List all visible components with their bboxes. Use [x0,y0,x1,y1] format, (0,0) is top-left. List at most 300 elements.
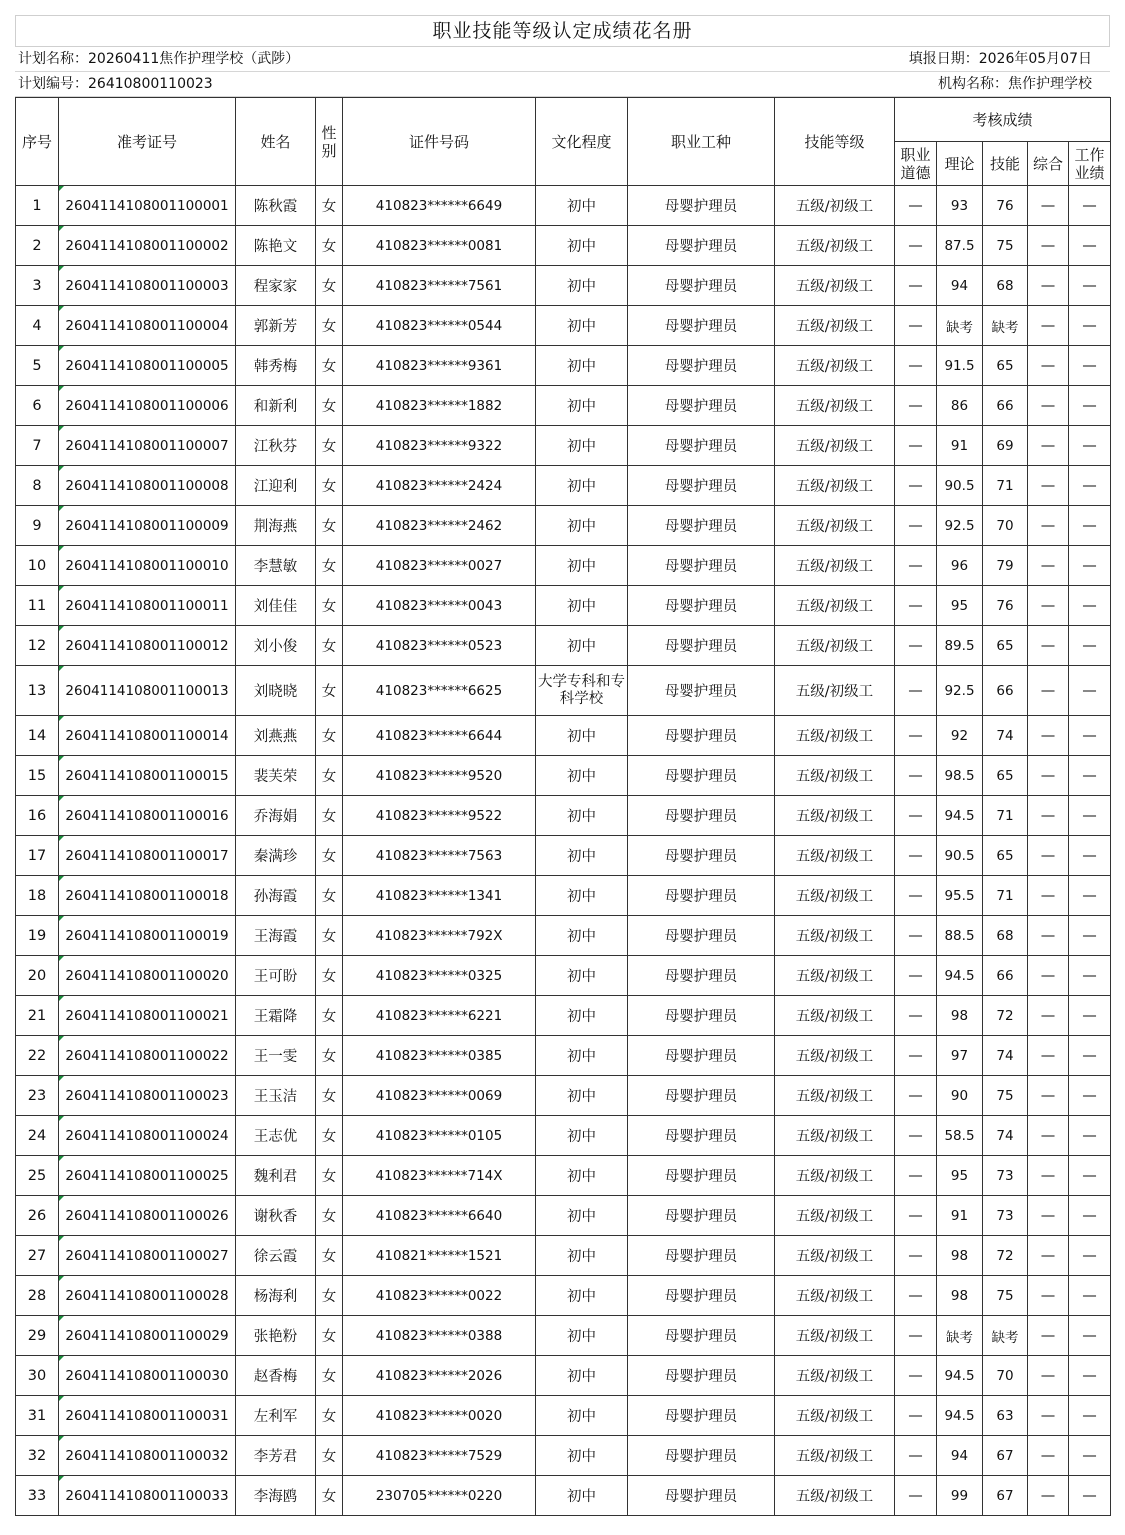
cell-ticket: 2604114108001100004 [59,306,236,346]
cell-overall: — [1028,306,1069,346]
cell-gender: 女 [316,226,343,266]
score-table [15,97,1111,1516]
table-row [16,626,1111,666]
header-skill: 技能 [983,142,1028,186]
cell-edu: 初中 [536,1436,628,1476]
cell-overall: — [1028,1316,1069,1356]
cell-skill: 76 [983,586,1028,626]
cell-job: 母婴护理员 [628,956,775,996]
cell-id: 410823******792X [343,916,536,956]
cell-overall: — [1028,1236,1069,1276]
cell-level: 五级/初级工 [775,306,895,346]
table-row [16,996,1111,1036]
cell-seq: 22 [16,1036,59,1076]
cell-job: 母婴护理员 [628,996,775,1036]
cell-ethics: — [895,916,937,956]
cell-job: 母婴护理员 [628,876,775,916]
cell-overall: — [1028,1356,1069,1396]
cell-ethics: — [895,426,937,466]
cell-skill: 缺考 [983,1316,1028,1356]
cell-name: 王可盼 [236,956,316,996]
cell-overall: — [1028,1036,1069,1076]
cell-skill: 66 [983,956,1028,996]
cell-skill: 73 [983,1156,1028,1196]
cell-edu: 初中 [536,1036,628,1076]
cell-edu: 初中 [536,386,628,426]
cell-overall: — [1028,756,1069,796]
cell-id: 410823******0069 [343,1076,536,1116]
cell-performance: — [1069,1276,1111,1316]
cell-ticket: 2604114108001100021 [59,996,236,1036]
cell-gender: 女 [316,1196,343,1236]
table-row [16,266,1111,306]
cell-name: 王霜降 [236,996,316,1036]
cell-overall: — [1028,1476,1069,1516]
cell-job: 母婴护理员 [628,266,775,306]
cell-seq: 17 [16,836,59,876]
table-row [16,1356,1111,1396]
cell-level: 五级/初级工 [775,1156,895,1196]
cell-performance: — [1069,716,1111,756]
cell-edu: 初中 [536,876,628,916]
cell-seq: 24 [16,1116,59,1156]
cell-ethics: — [895,1356,937,1396]
cell-edu: 初中 [536,226,628,266]
cell-job: 母婴护理员 [628,586,775,626]
cell-performance: — [1069,346,1111,386]
cell-level: 五级/初级工 [775,996,895,1036]
cell-skill: 73 [983,1196,1028,1236]
table-row [16,1196,1111,1236]
cell-name: 郭新芳 [236,306,316,346]
cell-name: 程家家 [236,266,316,306]
cell-level: 五级/初级工 [775,1276,895,1316]
cell-job: 母婴护理员 [628,306,775,346]
cell-performance: — [1069,506,1111,546]
cell-seq: 13 [16,666,59,716]
cell-overall: — [1028,1116,1069,1156]
cell-gender: 女 [316,506,343,546]
cell-job: 母婴护理员 [628,1276,775,1316]
cell-seq: 10 [16,546,59,586]
table-row [16,506,1111,546]
cell-level: 五级/初级工 [775,466,895,506]
cell-theory: 95 [937,1156,983,1196]
cell-edu: 初中 [536,836,628,876]
cell-edu: 初中 [536,1476,628,1516]
cell-theory: 98 [937,1276,983,1316]
cell-ethics: — [895,1156,937,1196]
table-row [16,226,1111,266]
cell-skill: 74 [983,1036,1028,1076]
cell-overall: — [1028,956,1069,996]
cell-job: 母婴护理员 [628,796,775,836]
cell-theory: 缺考 [937,1316,983,1356]
cell-level: 五级/初级工 [775,1236,895,1276]
cell-edu: 初中 [536,796,628,836]
cell-overall: — [1028,666,1069,716]
cell-seq: 1 [16,186,59,226]
table-body [16,186,1111,1516]
cell-ticket: 2604114108001100005 [59,346,236,386]
cell-edu: 初中 [536,266,628,306]
cell-overall: — [1028,1196,1069,1236]
table-row [16,1476,1111,1516]
cell-performance: — [1069,796,1111,836]
cell-skill: 79 [983,546,1028,586]
cell-overall: — [1028,506,1069,546]
cell-job: 母婴护理员 [628,1116,775,1156]
cell-gender: 女 [316,1036,343,1076]
cell-name: 荆海燕 [236,506,316,546]
cell-level: 五级/初级工 [775,186,895,226]
cell-seq: 15 [16,756,59,796]
cell-skill: 65 [983,756,1028,796]
cell-id: 410823******0020 [343,1396,536,1436]
cell-overall: — [1028,426,1069,466]
cell-seq: 3 [16,266,59,306]
cell-ticket: 2604114108001100025 [59,1156,236,1196]
table-row [16,466,1111,506]
cell-id: 410823******714X [343,1156,536,1196]
cell-edu: 初中 [536,1356,628,1396]
cell-ethics: — [895,666,937,716]
cell-job: 母婴护理员 [628,1436,775,1476]
cell-theory: 89.5 [937,626,983,666]
cell-edu: 初中 [536,1116,628,1156]
cell-id: 410823******0022 [343,1276,536,1316]
cell-performance: — [1069,1116,1111,1156]
table-row [16,186,1111,226]
cell-overall: — [1028,226,1069,266]
cell-performance: — [1069,226,1111,266]
cell-ticket: 2604114108001100028 [59,1276,236,1316]
cell-ticket: 2604114108001100002 [59,226,236,266]
cell-overall: — [1028,716,1069,756]
cell-overall: — [1028,586,1069,626]
cell-ethics: — [895,226,937,266]
cell-performance: — [1069,1476,1111,1516]
header-gender: 性别 [316,98,343,186]
cell-gender: 女 [316,426,343,466]
cell-seq: 20 [16,956,59,996]
table-row [16,346,1111,386]
cell-theory: 88.5 [937,916,983,956]
cell-seq: 25 [16,1156,59,1196]
cell-id: 410823******1882 [343,386,536,426]
header-row-1 [16,98,1111,142]
cell-theory: 91 [937,426,983,466]
header-job: 职业工种 [628,98,775,186]
cell-gender: 女 [316,1156,343,1196]
cell-seq: 14 [16,716,59,756]
cell-ticket: 2604114108001100015 [59,756,236,796]
cell-ticket: 2604114108001100014 [59,716,236,756]
cell-job: 母婴护理员 [628,226,775,266]
table-row [16,386,1111,426]
cell-edu: 大学专科和专科学校 [536,666,628,716]
cell-id: 410823******6649 [343,186,536,226]
cell-ticket: 2604114108001100003 [59,266,236,306]
cell-job: 母婴护理员 [628,1396,775,1436]
cell-overall: — [1028,466,1069,506]
cell-skill: 66 [983,666,1028,716]
cell-skill: 75 [983,1276,1028,1316]
cell-id: 410823******0523 [343,626,536,666]
cell-job: 母婴护理员 [628,1236,775,1276]
cell-seq: 12 [16,626,59,666]
cell-gender: 女 [316,716,343,756]
table-row [16,1396,1111,1436]
cell-theory: 92.5 [937,506,983,546]
cell-id: 410823******9520 [343,756,536,796]
cell-theory: 95 [937,586,983,626]
cell-job: 母婴护理员 [628,1316,775,1356]
cell-ethics: — [895,546,937,586]
cell-theory: 87.5 [937,226,983,266]
table-row [16,716,1111,756]
cell-edu: 初中 [536,916,628,956]
cell-seq: 18 [16,876,59,916]
cell-theory: 90.5 [937,836,983,876]
cell-id: 410823******7529 [343,1436,536,1476]
cell-seq: 19 [16,916,59,956]
cell-performance: — [1069,426,1111,466]
cell-overall: — [1028,1276,1069,1316]
cell-performance: — [1069,546,1111,586]
cell-overall: — [1028,626,1069,666]
cell-job: 母婴护理员 [628,626,775,666]
cell-edu: 初中 [536,466,628,506]
cell-ticket: 2604114108001100007 [59,426,236,466]
cell-level: 五级/初级工 [775,1356,895,1396]
cell-performance: — [1069,306,1111,346]
cell-skill: 65 [983,346,1028,386]
cell-ethics: — [895,586,937,626]
cell-name: 江秋芬 [236,426,316,466]
header-performance: 工作业绩 [1069,142,1111,186]
cell-name: 韩秀梅 [236,346,316,386]
cell-ethics: — [895,1036,937,1076]
header-seq: 序号 [16,98,59,186]
cell-skill: 缺考 [983,306,1028,346]
cell-ticket: 2604114108001100019 [59,916,236,956]
cell-id: 410823******6640 [343,1196,536,1236]
cell-gender: 女 [316,1076,343,1116]
cell-gender: 女 [316,386,343,426]
cell-level: 五级/初级工 [775,1436,895,1476]
cell-gender: 女 [316,1356,343,1396]
cell-overall: — [1028,1076,1069,1116]
cell-theory: 94.5 [937,1396,983,1436]
cell-ethics: — [895,1476,937,1516]
table-row [16,1116,1111,1156]
cell-level: 五级/初级工 [775,796,895,836]
cell-job: 母婴护理员 [628,716,775,756]
cell-name: 赵香梅 [236,1356,316,1396]
cell-gender: 女 [316,836,343,876]
table-row [16,1436,1111,1476]
cell-edu: 初中 [536,506,628,546]
cell-name: 谢秋香 [236,1196,316,1236]
cell-gender: 女 [316,1476,343,1516]
cell-overall: — [1028,386,1069,426]
cell-ethics: — [895,386,937,426]
cell-seq: 4 [16,306,59,346]
table-row [16,1036,1111,1076]
cell-theory: 92.5 [937,666,983,716]
cell-gender: 女 [316,756,343,796]
header-scores: 考核成绩 [895,98,1111,142]
cell-performance: — [1069,1236,1111,1276]
cell-ticket: 2604114108001100027 [59,1236,236,1276]
cell-id: 410823******0325 [343,956,536,996]
cell-ticket: 2604114108001100010 [59,546,236,586]
cell-performance: — [1069,666,1111,716]
cell-seq: 27 [16,1236,59,1276]
cell-ticket: 2604114108001100016 [59,796,236,836]
cell-level: 五级/初级工 [775,1116,895,1156]
cell-gender: 女 [316,1316,343,1356]
cell-job: 母婴护理员 [628,666,775,716]
cell-level: 五级/初级工 [775,426,895,466]
cell-level: 五级/初级工 [775,1396,895,1436]
cell-seq: 31 [16,1396,59,1436]
cell-edu: 初中 [536,1156,628,1196]
cell-overall: — [1028,266,1069,306]
cell-performance: — [1069,916,1111,956]
cell-edu: 初中 [536,1236,628,1276]
cell-gender: 女 [316,306,343,346]
cell-theory: 91.5 [937,346,983,386]
cell-name: 刘小俊 [236,626,316,666]
cell-skill: 75 [983,226,1028,266]
cell-ticket: 2604114108001100012 [59,626,236,666]
cell-edu: 初中 [536,956,628,996]
cell-gender: 女 [316,466,343,506]
cell-ethics: — [895,956,937,996]
table-row [16,956,1111,996]
cell-edu: 初中 [536,346,628,386]
cell-seq: 16 [16,796,59,836]
cell-name: 王海霞 [236,916,316,956]
cell-skill: 74 [983,716,1028,756]
cell-name: 魏利君 [236,1156,316,1196]
cell-level: 五级/初级工 [775,916,895,956]
table-row [16,1276,1111,1316]
cell-level: 五级/初级工 [775,876,895,916]
table-row [16,876,1111,916]
cell-id: 410823******0105 [343,1116,536,1156]
cell-id: 410823******0043 [343,586,536,626]
cell-ticket: 2604114108001100029 [59,1316,236,1356]
cell-performance: — [1069,1196,1111,1236]
cell-edu: 初中 [536,1196,628,1236]
cell-edu: 初中 [536,1276,628,1316]
cell-name: 徐云霞 [236,1236,316,1276]
cell-performance: — [1069,1356,1111,1396]
cell-id: 410823******9322 [343,426,536,466]
cell-overall: — [1028,916,1069,956]
cell-performance: — [1069,266,1111,306]
cell-id: 410823******0081 [343,226,536,266]
roster-sheet [15,15,1110,1516]
cell-job: 母婴护理员 [628,1076,775,1116]
cell-edu: 初中 [536,716,628,756]
cell-name: 陈艳文 [236,226,316,266]
cell-overall: — [1028,1396,1069,1436]
cell-theory: 缺考 [937,306,983,346]
cell-ticket: 2604114108001100031 [59,1396,236,1436]
cell-ethics: — [895,716,937,756]
cell-performance: — [1069,996,1111,1036]
cell-performance: — [1069,876,1111,916]
cell-ticket: 2604114108001100017 [59,836,236,876]
cell-ticket: 2604114108001100011 [59,586,236,626]
cell-skill: 66 [983,386,1028,426]
cell-name: 秦满珍 [236,836,316,876]
header-name: 姓名 [236,98,316,186]
plan-name: 计划名称：20260411焦作护理学校（武陟） [18,51,300,67]
cell-name: 刘佳佳 [236,586,316,626]
cell-performance: — [1069,626,1111,666]
cell-id: 410823******2026 [343,1356,536,1396]
cell-level: 五级/初级工 [775,386,895,426]
cell-performance: — [1069,1076,1111,1116]
cell-gender: 女 [316,956,343,996]
cell-ethics: — [895,626,937,666]
cell-skill: 70 [983,1356,1028,1396]
table-row [16,796,1111,836]
cell-ethics: — [895,1116,937,1156]
cell-ticket: 2604114108001100001 [59,186,236,226]
cell-level: 五级/初级工 [775,666,895,716]
cell-overall: — [1028,1436,1069,1476]
header-edu: 文化程度 [536,98,628,186]
cell-job: 母婴护理员 [628,466,775,506]
sheet-title: 职业技能等级认定成绩花名册 [15,15,1110,46]
table-row [16,1236,1111,1276]
cell-id: 410823******6625 [343,666,536,716]
cell-ethics: — [895,756,937,796]
cell-name: 左利军 [236,1396,316,1436]
cell-theory: 90.5 [937,466,983,506]
cell-edu: 初中 [536,586,628,626]
cell-skill: 68 [983,266,1028,306]
cell-ethics: — [895,1076,937,1116]
cell-theory: 91 [937,1196,983,1236]
cell-overall: — [1028,996,1069,1036]
cell-id: 410823******6644 [343,716,536,756]
cell-skill: 65 [983,626,1028,666]
cell-name: 李慧敏 [236,546,316,586]
cell-ethics: — [895,876,937,916]
cell-ticket: 2604114108001100006 [59,386,236,426]
cell-skill: 69 [983,426,1028,466]
meta-row-1 [15,46,1110,72]
cell-job: 母婴护理员 [628,426,775,466]
cell-level: 五级/初级工 [775,626,895,666]
cell-job: 母婴护理员 [628,1036,775,1076]
table-row [16,1076,1111,1116]
cell-level: 五级/初级工 [775,1476,895,1516]
cell-level: 五级/初级工 [775,546,895,586]
cell-gender: 女 [316,266,343,306]
cell-theory: 90 [937,1076,983,1116]
cell-level: 五级/初级工 [775,1196,895,1236]
cell-performance: — [1069,586,1111,626]
cell-gender: 女 [316,346,343,386]
